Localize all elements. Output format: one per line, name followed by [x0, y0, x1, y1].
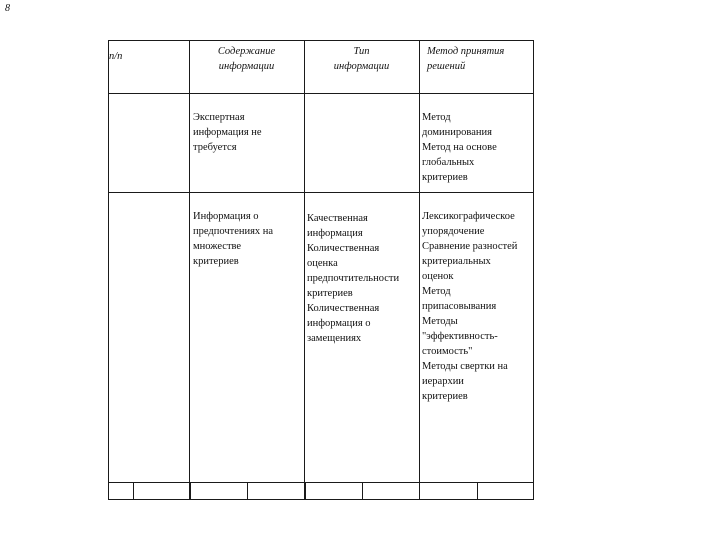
header-num: п/п	[109, 51, 123, 62]
cell-divider	[133, 483, 134, 500]
header-method: Метод принятия решений	[427, 46, 505, 72]
row1-method: Метод доминирования Метод на основе глобальных критериев	[422, 112, 497, 183]
cell-divider	[247, 483, 248, 500]
cell-divider	[477, 483, 478, 500]
table-bottom-row	[108, 482, 534, 500]
cell-divider	[305, 483, 306, 500]
decision-methods-table	[108, 40, 534, 500]
row2-type: Качественная информация Количественная оценка предпочтительности критериев Количественная информация о замещениях	[307, 213, 400, 344]
row2-method: Лексикографическое упорядочение Сравнение разностей критериальных оценок Метод припасовывания Методы "эффективность- стоимость" Методы свертки на иерархии критериев	[422, 211, 518, 402]
header-content: Содержание информации	[217, 46, 276, 72]
row1-content: Экспертная информация не требуется	[193, 112, 262, 153]
row2-content: Информация о предпочтениях на множестве критериев	[193, 211, 274, 267]
cell-divider	[419, 483, 420, 500]
page-number: 8	[5, 3, 10, 14]
column-divider	[304, 41, 305, 499]
cell-divider	[362, 483, 363, 500]
column-divider	[189, 41, 190, 499]
header-type: Тип информации	[333, 46, 390, 72]
cell-divider	[190, 483, 191, 500]
row-divider	[109, 93, 533, 94]
column-divider	[419, 41, 420, 499]
